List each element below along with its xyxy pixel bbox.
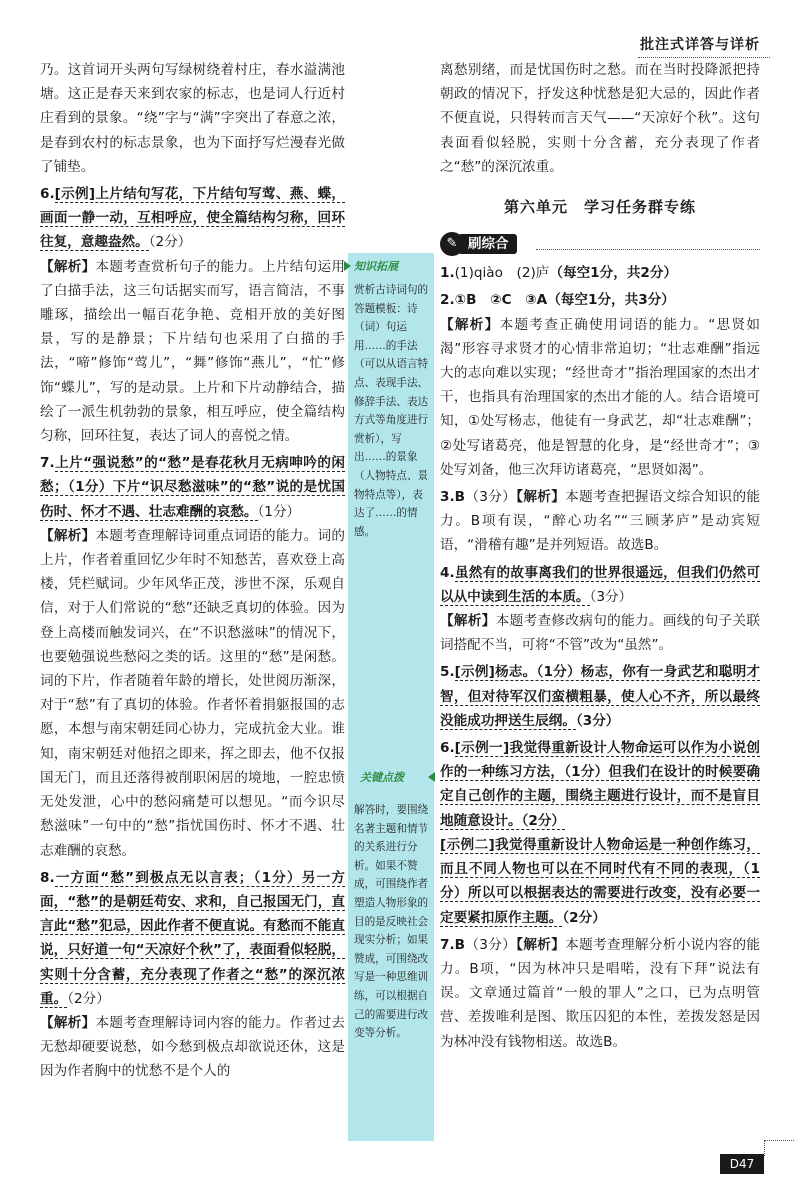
section-badge-label: 刷综合 bbox=[458, 234, 517, 254]
r4-points: （3分） bbox=[589, 588, 633, 605]
r7-number: 7. bbox=[440, 936, 455, 953]
q8-analysis-tag: 【解析】 bbox=[40, 1014, 96, 1031]
r2-text: ①B ②C ③A bbox=[454, 292, 548, 309]
q6-points: （2分） bbox=[148, 234, 192, 251]
right-continued-paragraph: 离愁别绪，而是忧国伤时之愁。而在当时投降派把持朝政的情况下，抒发这种忧愁是犯大忌的，因此作者不便直说，只得转而言天气——“天凉好个秋”。这句表面看似轻脱，实则十分含蓄，充分表现了作者之“愁”的深沉浓重。 bbox=[440, 62, 760, 175]
pen-icon: ✎ bbox=[440, 232, 464, 256]
sidebar-title-keypoint: 关键点拨 bbox=[360, 771, 404, 784]
section-badge bbox=[440, 231, 760, 257]
page-header bbox=[30, 28, 770, 58]
page-number: D47 bbox=[720, 1154, 764, 1174]
answer-2 bbox=[440, 288, 760, 482]
r7-analysis-tag: 【解析】 bbox=[516, 936, 566, 953]
q7-number: 7. bbox=[40, 455, 55, 472]
r3-number: 3. bbox=[440, 489, 455, 506]
r6-points: （2分） bbox=[562, 909, 606, 926]
unit-title: 第六单元 学习任务群专练 bbox=[503, 198, 696, 217]
q7-answer: 上片“强说愁”的“愁”是春花秋月无病呻吟的闲愁；（1分）下片“识尽愁滋味”的“愁”说的是忧国伤时、怀才不遇、壮志难酬的哀愁。 bbox=[40, 455, 345, 520]
answer-5 bbox=[440, 660, 760, 733]
r1-number: 1. bbox=[440, 265, 455, 282]
r1-points: （每空1分，共2分） bbox=[549, 265, 678, 282]
r5-number: 5. bbox=[440, 664, 455, 681]
sidebar-title-knowledge: 知识拓展 bbox=[354, 260, 398, 273]
r7-text: B bbox=[454, 936, 465, 953]
q6-analysis-tag: 【解析】 bbox=[40, 258, 96, 275]
sidebar-note-knowledge: 赏析古诗词句的答题模板：诗（词）句运用……的手法（可以从语言特点、表现手法、修辞手法、表达方式等角度进行赏析），写出……的景象（人物特点、景物特点等），表达了……的情感。 bbox=[354, 284, 429, 538]
r4-number: 4. bbox=[440, 564, 455, 581]
annotation-sidebar bbox=[348, 253, 434, 1141]
sidebar-note-keypoint: 解答时，要围绕名著主题和情节的关系进行分析。如果不赞成，可围绕作者塑造人物形象的目的是反映社会现实分析；如果赞成，可围绕改写是一种思维训练，可以根据自己的需要进行改变等分析。 bbox=[354, 804, 429, 1040]
q6-number: 6. bbox=[40, 186, 55, 203]
r3-analysis: 本题考查把握语文综合知识的能力。B项有误，“醉心功名”“三顾茅庐”是动宾短语，“滑稽有趣”是并列短语。故选B。 bbox=[440, 489, 761, 554]
arrow-left-icon bbox=[344, 261, 351, 271]
header-title: 批注式详答与详析 bbox=[640, 37, 760, 53]
r6-number: 6. bbox=[440, 740, 455, 757]
question-6 bbox=[40, 182, 345, 448]
badge-rule bbox=[536, 249, 760, 250]
q8-analysis: 本题考查理解诗词内容的能力。作者过去无愁却硬要说愁，如今愁到极点却欲说还休，这是因为作者胸中的忧愁不是个人的 bbox=[40, 1014, 346, 1080]
r2-points: （每空1分，共3分） bbox=[547, 292, 675, 309]
answer-3 bbox=[440, 485, 760, 558]
answer-4 bbox=[440, 561, 760, 658]
r1-text: (1)qiào (2)庐 bbox=[454, 265, 550, 282]
answer-6 bbox=[440, 736, 760, 930]
r3-text: B bbox=[454, 489, 465, 506]
r6-text2: [示例二]我觉得重新设计人物命运是一种创作练习，而且不同人物也可以在不同时代有不同的表现，（1分）所以可以根据表达的需要进行改变，没有必要一定要紧扣原作主题。 bbox=[440, 836, 760, 926]
arrow-right-icon bbox=[428, 772, 435, 782]
r2-number: 2. bbox=[440, 292, 455, 309]
q6-analysis: 本题考查赏析句子的能力。上片结句运用了白描手法，这三句话据实而写，语言简洁，不事雕琢，描绘出一幅百花争艳、竞相开放的美好图景，写的是静景；下片结句也采用了白描的手法，“啼”修饰“莺儿”，“舞”修饰“燕儿”，“忙”修饰“蝶儿”，写的是动景。上片和下片动静结合，描绘了一派生机勃勃的景象，相互呼应，使全篇结构匀称，回环往复，表达了词人的喜悦之情。 bbox=[40, 258, 346, 445]
answer-1 bbox=[440, 261, 760, 285]
r4-text: 虽然有的故事离我们的世界很遥远，但我们仍然可以从中读到生活的本质。 bbox=[440, 564, 760, 605]
r7-analysis: 本题考查理解分析小说内容的能力。B项，“因为林冲只是唱喏，没有下拜”说法有误。文章通过篇首“一般的罪人”之口，已为点明管营、差拨唯利是图、欺压囚犯的本性，差拨发怒是因为林冲没有钱物相送。故选B。 bbox=[440, 936, 761, 1050]
q7-analysis-tag: 【解析】 bbox=[40, 527, 96, 544]
q7-analysis: 本题考查理解诗词重点词语的能力。词的上片，作者着重回忆少年时不知愁苦，喜欢登上高楼，凭栏赋词。少年风华正茂，涉世不深，乐观自信，对于人们常说的“愁”还缺乏真切的体验。因为登上高楼而触发词兴，在“不识愁滋味”的情况下，也要勉强说些愁闷之类的话。这里的“愁”是闲愁。词的下片，作者随着年龄的增长，处世阅历渐深，对于“愁”有了真切的体验。作者怀着捐躯报国的志愿，本想与南宋朝廷同心协力，完成抗金大业。谁知，南宋朝廷对他招之即来，挥之即去，他不仅报国无门，而且还落得被削职闲居的境地，一腔忠愤无处发泄，心中的愁闷痛楚可以想见。“而今识尽愁滋味”一句中的“愁”指忧国伤时、怀才不遇、壮志难酬的哀愁。 bbox=[40, 527, 346, 859]
q8-number: 8. bbox=[40, 869, 55, 886]
r6-text: [示例一]我觉得重新设计人物命运可以作为小说创作的一种练习方法，（1分）但我们在设计的时候要确定自己创作的主题，围绕主题进行设计，而不是盲目地随意设计。（2分） bbox=[440, 740, 760, 829]
q7-points: （1分） bbox=[257, 503, 301, 520]
q8-answer: 一方面“愁”到极点无以言表；（1分）另一方面，“愁”的是朝廷苟安、求和，自己报国无门，直言此“愁”犯忌，因此作者不便直说。有愁而不能直说，只好道一句“天凉好个秋”了，表面看似轻脱，实则十分含蓄，充分表现了作者之“愁”的深沉浓重。 bbox=[40, 869, 345, 1007]
r5-points: （3分） bbox=[575, 712, 620, 729]
r4-analysis: 本题考查修改病句的能力。画线的句子关联词搭配不当，可将“不管”改为“虽然”。 bbox=[440, 613, 761, 654]
r7-points: （3分） bbox=[465, 936, 517, 953]
r4-analysis-tag: 【解析】 bbox=[440, 613, 496, 630]
left-continued-paragraph: 乃。这首词开头两句写绿树绕着村庄，春水溢满池塘。这正是春天来到农家的标志，也是词人行近村庄看到的景象。“绕”字与“满”字突出了春意之浓，是春到农村的标志景象，也为下面抒写烂漫春光做了铺垫。 bbox=[40, 62, 345, 175]
page-corner-rule bbox=[764, 1140, 794, 1156]
right-column bbox=[440, 58, 760, 1054]
q6-answer: [示例]上片结句写花，下片结句写莺、燕、蝶，画面一静一动，互相呼应，使全篇结构匀称，回环往复，意趣盎然。 bbox=[40, 186, 345, 251]
r3-points: （3分） bbox=[465, 489, 517, 506]
r5-text: [示例]杨志。（1分）杨志，你有一身武艺和聪明才智，但对待军汉们蛮横粗暴，使人心不齐，所以最终没能成功押送生辰纲。 bbox=[440, 664, 760, 729]
r2-analysis-tag: 【解析】 bbox=[440, 316, 500, 333]
question-8 bbox=[40, 866, 345, 1084]
q8-points: （2分） bbox=[67, 990, 110, 1007]
r3-analysis-tag: 【解析】 bbox=[516, 489, 566, 506]
r2-analysis: 本题考查正确使用词语的能力。“思贤如渴”形容寻求贤才的心情非常迫切；“壮志难酬”指远大的志向难以实现；“经世奇才”指治理国家的杰出才干，也指具有治理国家的杰出才能的人。结合语境可知，①处写杨志，他徒有一身武艺，却“壮志难酬”；②处写诸葛亮，他是智慧的化身，是“经世奇才”；③处写刘备，他三次拜访诸葛亮，“思贤如渴”。 bbox=[440, 316, 761, 478]
answer-7 bbox=[440, 933, 760, 1054]
question-7 bbox=[40, 451, 345, 862]
left-column bbox=[40, 58, 345, 1084]
